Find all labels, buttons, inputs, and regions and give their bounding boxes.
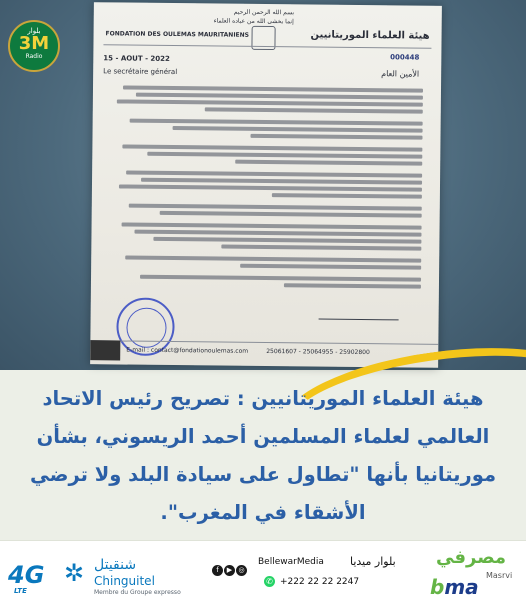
- bma-logo: [430, 575, 479, 599]
- org-name-fr: FONDATION DES OULEMAS MAURITANIENS: [105, 30, 250, 39]
- chinguitel-en: Chinguitel: [94, 574, 155, 588]
- bma-rest: ma: [444, 575, 479, 599]
- secretary-ar: الأمين العام: [381, 69, 420, 79]
- radio-3m-logo: [8, 20, 60, 72]
- basmala-text: بسم الله الرحمن الرحيم: [233, 8, 295, 17]
- masrvi-ar: مصرفي: [436, 547, 507, 568]
- logo-brand-text: 3M: [18, 33, 50, 54]
- instagram-icon: ◎: [236, 565, 247, 576]
- 4g-text: 4G: [8, 561, 45, 589]
- chinguitel-sub: Membre du Groupe expresso: [94, 589, 181, 596]
- secretary-fr: Le secrétaire général: [103, 67, 178, 77]
- document-date: 15 - AOUT - 2022: [103, 54, 170, 63]
- headline: هيئة العلماء الموريتانيين : تصريح رئيس الاتحاد العالمي لعلماء المسلمين أحمد الريسوني، بشأن موريتانيا بأنها "تطاول على سيادة البلد ولا ترضي الأشقاء في المغرب".: [29, 387, 497, 524]
- footer-email: E-mail : contact@fondationoulemas.com: [126, 346, 249, 355]
- document-ref-number: 000448: [390, 53, 420, 62]
- signature: [319, 305, 399, 321]
- document-footer: [90, 340, 438, 363]
- bma-b: b: [430, 575, 445, 599]
- masrvi-en: Masrvi: [486, 571, 513, 580]
- sponsor-bar: [0, 540, 526, 601]
- org-name-ar: هيئة العلماء الموريتانيين: [310, 29, 430, 42]
- social-icons: [212, 557, 248, 576]
- footer-dark-block: [90, 340, 120, 360]
- chinguitel-flower-icon: ✲: [64, 559, 85, 587]
- slogan-text: إنما يخشى الله من عباده العلماء: [213, 17, 294, 26]
- bellewar-phone: +222 22 22 2247: [280, 577, 360, 587]
- logo-sub-text: Radio: [25, 53, 43, 60]
- bellewar-handle: BellewarMedia: [258, 557, 324, 567]
- document-body-text: [109, 82, 423, 315]
- chinguitel-ar: شنقيتل: [94, 557, 137, 573]
- logo-top-text: بلوار: [27, 27, 41, 35]
- footer-phones: 25061607 - 25064955 - 25902800: [266, 348, 370, 357]
- youtube-icon: ▶: [224, 565, 235, 576]
- facebook-icon: f: [212, 565, 223, 576]
- whatsapp-icon: ✆: [264, 576, 275, 587]
- document-photo: [90, 2, 442, 368]
- chinguitel-4g-logo: [8, 561, 45, 595]
- lte-text: LTE: [14, 587, 27, 595]
- bellewar-ar: بلوار ميديا: [350, 555, 396, 568]
